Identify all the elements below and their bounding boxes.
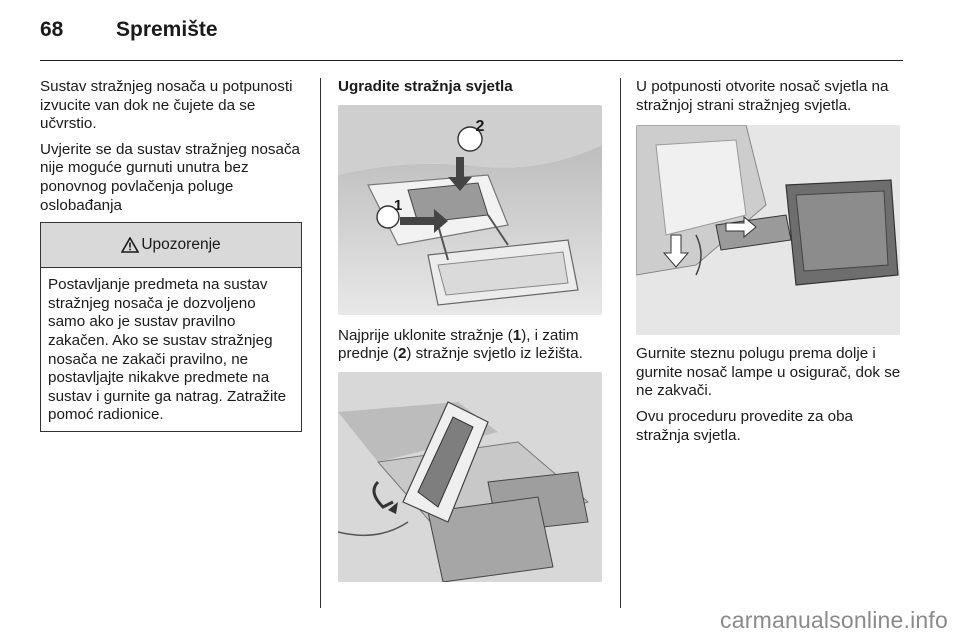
column-divider <box>620 78 621 608</box>
paragraph: Sustav stražnjeg nosača u potpunosti izvucite van dok ne čujete da se učvrstio. <box>40 78 293 133</box>
callout-1: 1 <box>393 197 403 214</box>
page-title: Spremište <box>116 18 218 41</box>
paragraph: U potpunosti otvorite nosač svjetla na stražnjoj strani stražnjeg svjetla. <box>636 78 889 114</box>
column-divider <box>320 78 321 608</box>
paragraph: Ovu proceduru provedite za oba stražnja svjetla. <box>636 407 853 444</box>
watermark: carmanualsonline.info <box>720 607 948 633</box>
column-2 <box>338 78 606 582</box>
paragraph: Uvjerite se da sustav stražnjeg nosača nije moguće gurnuti unutra bez ponovnog povlačenja poluge oslobađanja <box>40 140 301 214</box>
warning-box <box>40 222 302 432</box>
page-number: 68 <box>40 18 64 41</box>
lamp-holder-illustration <box>636 125 900 335</box>
warning-title: Upozorenje <box>141 235 221 253</box>
warning-header <box>41 223 301 268</box>
callout-2: 2 <box>475 118 485 135</box>
warning-text: Postavljanje predmeta na sustav stražnjeg nosača je dozvoljeno samo ako je sustav pravilno zakačen. Ako se sustav stražnjeg nosača ne zakači pravilno, ne postavljajte nikakve predmete na sustav i gurnite ga natrag. Zatražite pomoć radionice. <box>48 276 287 424</box>
warning-triangle-icon <box>121 237 139 253</box>
page-header <box>40 18 218 48</box>
header-divider <box>40 60 903 61</box>
section-heading: Ugradite stražnja svjetla <box>338 78 513 95</box>
tail-light-unit-illustration <box>338 372 602 582</box>
column-1 <box>40 78 305 432</box>
column-3 <box>636 78 904 452</box>
figure-caption: Najprije uklonite stražnje (1), i zatim prednje (2) stražnje svjetlo iz ležišta. <box>338 326 583 363</box>
paragraph: Gurnite steznu polugu prema dolje i gurnite nosač lampe u osigurač, dok se ne zakvači. <box>636 345 901 400</box>
